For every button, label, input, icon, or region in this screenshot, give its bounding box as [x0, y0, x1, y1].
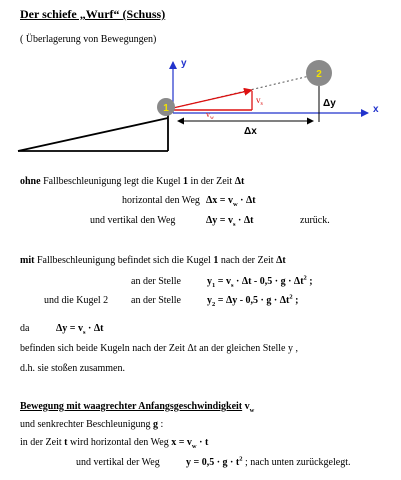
para3-da: da	[20, 323, 30, 334]
para1-line2-label: horizontal den Weg	[122, 195, 200, 206]
para1-line1: ohne Fallbeschleunigung legt die Kugel 1 in der Zeit Δt	[20, 176, 245, 187]
ball-2-label: 2	[316, 69, 322, 80]
x-axis-label: x	[373, 104, 379, 115]
para4-line3: in der Zeit t wird horizontal den Weg $x = v_w \cdot t$	[20, 437, 209, 450]
para2-line2-formula: $y_1 = v_s \cdot \Delta t - 0,5 \cdot g \cdot \Delta t^2$ ;	[207, 274, 313, 289]
vs-label: $v_s$	[256, 95, 263, 107]
vw-label: $v_w$	[206, 110, 214, 121]
delta-x-label: Δx	[244, 126, 257, 137]
para3-formula: $\Delta y = v_s \cdot \Delta t$	[56, 323, 104, 336]
para1-line3-formula: $\Delta y = v_s \cdot \Delta t$	[206, 215, 254, 228]
page-title: Der schiefe „Wurf“ (Schuss)	[20, 7, 166, 21]
para3-line2: befinden sich beide Kugeln nach der Zeit Δt an der gleichen Stelle y ,	[20, 343, 298, 354]
para2-line3-formula: $y_2 = \Delta y - 0,5 \cdot g \cdot \Delta t^2$ ;	[207, 293, 299, 308]
projectile-diagram	[0, 0, 401, 160]
page-subtitle: ( Überlagerung von Bewegungen)	[20, 34, 157, 45]
para1-line3-end: zurück.	[300, 215, 330, 226]
para2-line3-label2: an der Stelle	[131, 295, 181, 306]
para4-line4-label: und vertikal der Weg	[76, 457, 160, 468]
para1-line3-label: und vertikal den Weg	[90, 215, 176, 226]
para2-line3-label: und die Kugel 2	[44, 295, 109, 306]
para2-line2-label: an der Stelle	[131, 276, 181, 287]
para1-line2-formula: $\Delta x = v_w \cdot \Delta t$	[206, 195, 256, 208]
para4-heading: Bewegung mit waagrechter Anfangsgeschwindigkeit $v_w$	[20, 401, 255, 414]
para4-line2: und senkrechter Beschleunigung g :	[20, 419, 164, 430]
para4-line4-formula: $y = 0,5 \cdot g \cdot t^2$ ; nach unten zurückgelegt.	[186, 455, 351, 468]
para2-line1: mit Fallbeschleunigung befindet sich die Kugel 1 nach der Zeit Δt	[20, 255, 286, 266]
ramp-ground	[18, 112, 168, 151]
velocity-triangle	[173, 90, 252, 110]
ball-1-label: 1	[163, 103, 169, 114]
y-axis-label: y	[181, 58, 187, 69]
para3-line3: d.h. sie stoßen zusammen.	[20, 363, 125, 374]
delta-y-label: Δy	[323, 98, 336, 109]
